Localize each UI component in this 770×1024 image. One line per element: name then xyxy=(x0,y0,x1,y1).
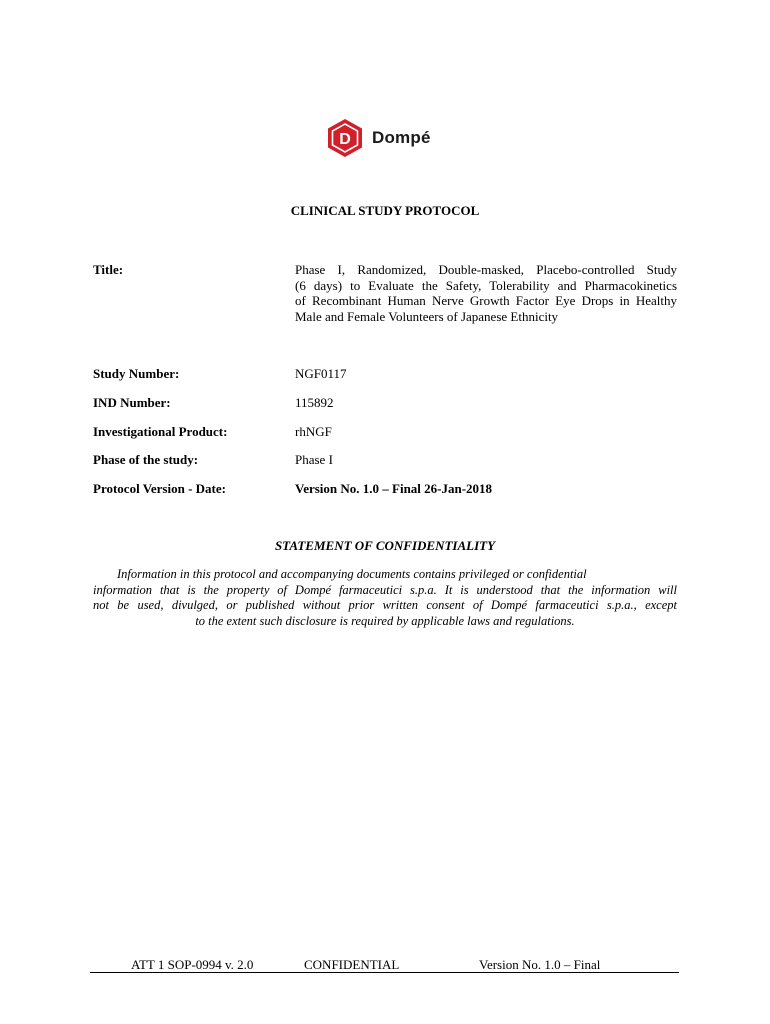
study-title-line: Male and Female Volunteers of Japanese Ethnicity xyxy=(295,308,559,324)
footer-divider xyxy=(90,972,679,973)
footer-sop-reference: ATT 1 SOP-0994 v. 2.0 xyxy=(131,957,254,972)
footer-classification: CONFIDENTIAL xyxy=(304,957,400,972)
footer-version: Version No. 1.0 – Final xyxy=(479,957,601,972)
confidentiality-statement xyxy=(93,567,677,629)
logo-mark-letter: D xyxy=(339,131,351,148)
phase-label: Phase of the study: xyxy=(93,452,199,467)
phase-value: Phase I xyxy=(295,452,333,467)
study-title-line: of Recombinant Human Nerve Growth Factor Eye Drops in Healthy xyxy=(295,293,677,308)
logo-brand-name: Dompé xyxy=(372,128,431,147)
investigational-product-value: rhNGF xyxy=(295,424,332,439)
investigational-product-label: Investigational Product: xyxy=(93,424,228,439)
protocol-version-value: Version No. 1.0 – Final 26-Jan-2018 xyxy=(295,481,493,496)
company-logo xyxy=(326,118,431,158)
confidentiality-line: not be used, divulged, or published without prior written consent of Dompé farmaceutici s.p.a., except xyxy=(93,598,677,612)
study-title-line: (6 days) to Evaluate the Safety, Tolerability and Pharmacokinetics xyxy=(295,277,677,293)
study-number-value: NGF0117 xyxy=(295,366,347,381)
confidentiality-line: information that is the property of Dompé farmaceutici s.p.a. It is understood that the information will xyxy=(93,582,677,597)
confidentiality-line: Information in this protocol and accompanying documents contains privileged or confidential xyxy=(117,567,587,581)
study-title xyxy=(295,262,677,324)
confidentiality-heading: STATEMENT OF CONFIDENTIALITY xyxy=(274,538,496,553)
study-number-label: Study Number: xyxy=(93,366,180,381)
title-label: Title: xyxy=(93,262,124,277)
dompe-mark-icon xyxy=(326,118,364,158)
protocol-version-label: Protocol Version - Date: xyxy=(93,481,226,496)
document-heading: CLINICAL STUDY PROTOCOL xyxy=(290,203,480,218)
study-title-line: Phase I, Randomized, Double-masked, Placebo-controlled Study xyxy=(295,262,677,277)
confidentiality-line: to the extent such disclosure is required by applicable laws and regulations. xyxy=(195,613,575,628)
ind-number-label: IND Number: xyxy=(93,395,171,410)
ind-number-value: 115892 xyxy=(295,395,334,410)
